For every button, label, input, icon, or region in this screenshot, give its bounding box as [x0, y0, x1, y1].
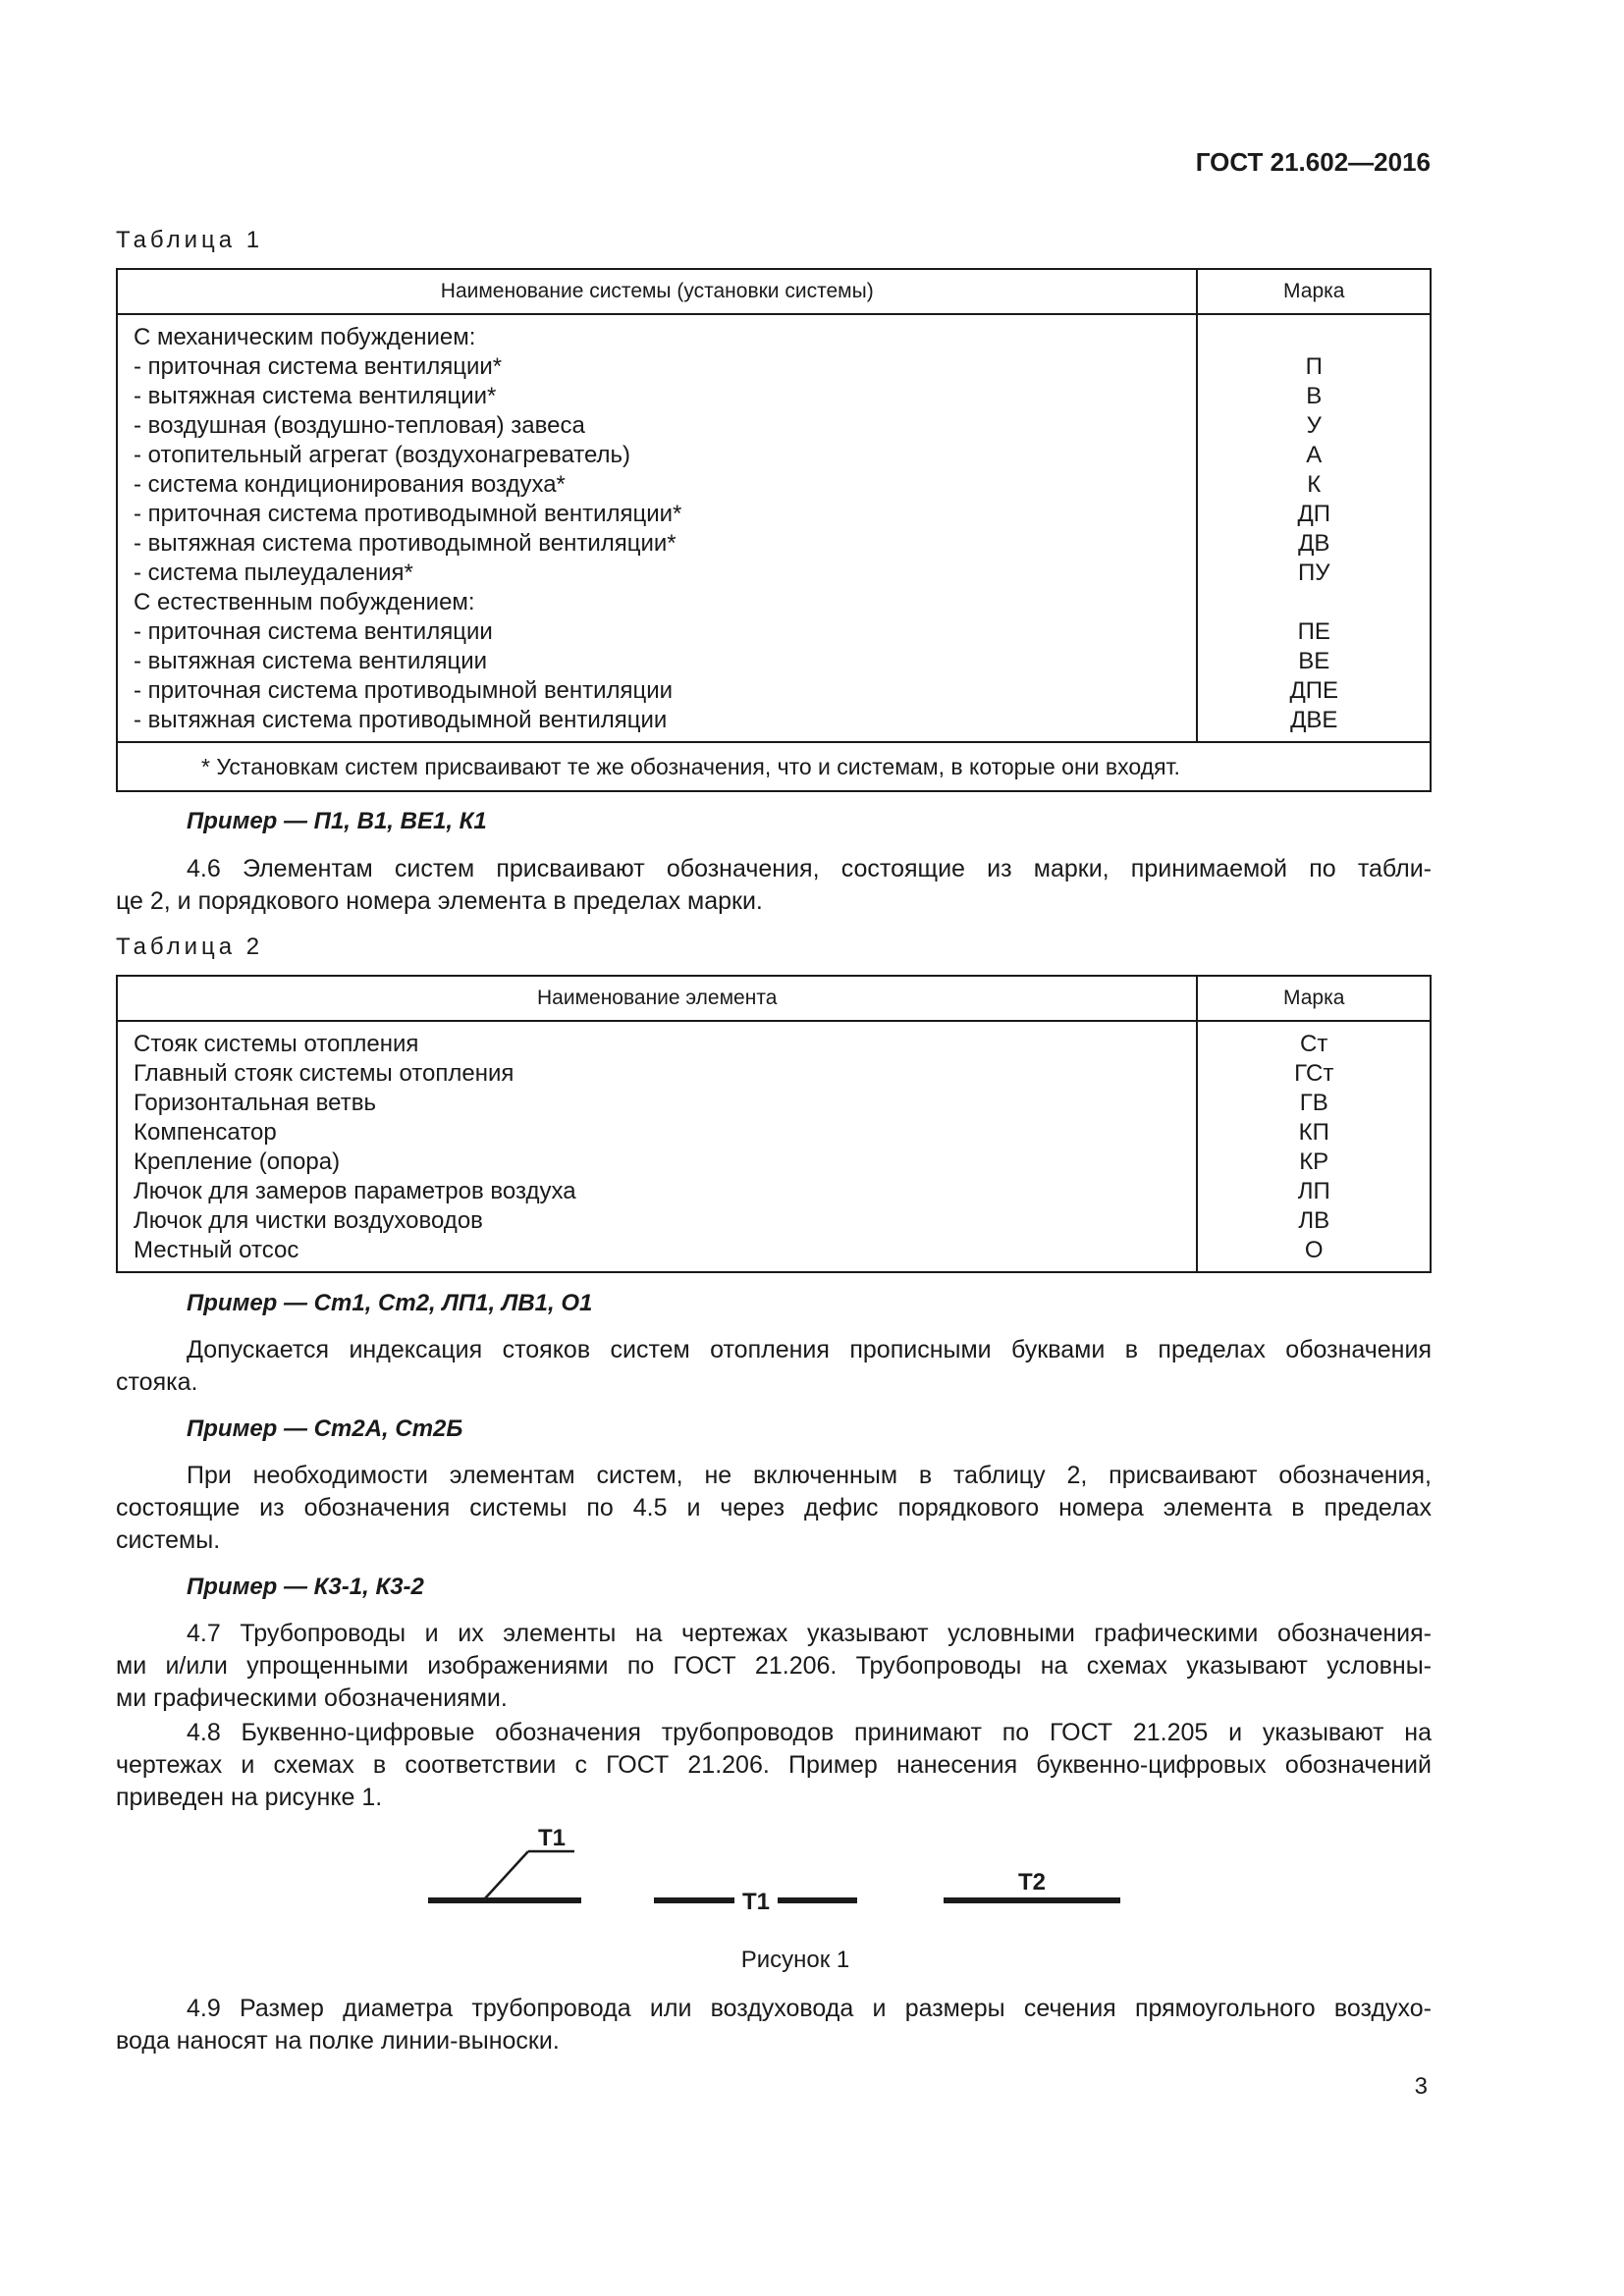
- table1-footnote: * Установкам систем присваивают те же обозначения, что и системам, в которые они входят.: [117, 742, 1431, 791]
- text-line: 4.9 Размер диаметра трубопровода или воздуховода и размеры сечения прямоугольного воздухо-: [187, 1995, 1432, 2022]
- table1-header-mark: Марка: [1197, 269, 1431, 314]
- figure-label-3: Т2: [1017, 1869, 1047, 1896]
- table-row-mark: ПУ: [1297, 560, 1330, 586]
- table-row-mark: ГВ: [1299, 1090, 1328, 1116]
- text-line: стояка.: [116, 1368, 198, 1396]
- example-2: Пример — Ст1, Ст2, ЛП1, ЛВ1, О1: [187, 1290, 593, 1316]
- table-row-mark: ДВ: [1298, 530, 1330, 557]
- text-line: ми графическими обозначениями.: [116, 1684, 508, 1712]
- table-row-mark: К: [1307, 471, 1322, 498]
- table-row-name: Главный стояк системы отопления: [134, 1060, 514, 1087]
- table-row-mark: Ст: [1300, 1031, 1328, 1057]
- table-row-name: - приточная система противодымной вентиляции*: [134, 501, 682, 527]
- table-row-name: - система кондиционирования воздуха*: [134, 471, 566, 498]
- table-row-name: - воздушная (воздушно-тепловая) завеса: [134, 412, 585, 439]
- text-line: вода наносят на полке линии-выноски.: [116, 2027, 560, 2055]
- table-row-name: С естественным побуждением:: [134, 589, 475, 615]
- figure-caption: Рисунок 1: [740, 1947, 850, 1973]
- document-code: ГОСТ 21.602—2016: [1195, 147, 1431, 177]
- example-1: Пример — П1, В1, ВЕ1, К1: [187, 808, 487, 834]
- text-line: состоящие из обозначения системы по 4.5 и через дефис порядкового номера элемента в пределах: [116, 1494, 1432, 1522]
- text-line: приведен на рисунке 1.: [116, 1784, 383, 1811]
- figure-label-1: Т1: [537, 1825, 567, 1851]
- table-row-mark: В: [1306, 383, 1323, 409]
- table2-caption: Таблица 2: [116, 934, 264, 960]
- table-row-mark: ЛП: [1297, 1178, 1330, 1204]
- text-line: Допускается индексация стояков систем отопления прописными буквами в пределах обозначения: [187, 1336, 1432, 1363]
- table-row-name: - вытяжная система противодымной вентиляции*: [134, 530, 677, 557]
- table-row-name: Горизонтальная ветвь: [134, 1090, 376, 1116]
- table-row-name: - вытяжная система вентиляции: [134, 648, 487, 674]
- table-row-mark: КП: [1298, 1119, 1329, 1146]
- table-row-name: - приточная система противодымной вентиляции: [134, 677, 674, 704]
- table-row-name: Стояк системы отопления: [134, 1031, 419, 1057]
- table-row-name: - вытяжная система противодымной вентиляции: [134, 707, 668, 733]
- text-line: 4.6 Элементам систем присваивают обозначения, состоящие из марки, принимаемой по табли-: [187, 855, 1432, 882]
- table-row-name: Крепление (опора): [134, 1148, 341, 1175]
- table-row-name: - приточная система вентиляции*: [134, 353, 503, 380]
- table-row-name: Лючок для чистки воздуховодов: [134, 1207, 483, 1234]
- table-row-mark: ВЕ: [1298, 648, 1330, 674]
- table-row-mark: ПЕ: [1297, 618, 1330, 645]
- table2-header-mark: Марка: [1197, 976, 1431, 1021]
- table-row-mark: П: [1305, 353, 1323, 380]
- table-row-mark: ЛВ: [1298, 1207, 1330, 1234]
- text-line: 4.7 Трубопроводы и их элементы на чертежах указывают условными графическими обозначения-: [187, 1620, 1432, 1647]
- table-row-name: - приточная система вентиляции: [134, 618, 493, 645]
- table-row-name: Компенсатор: [134, 1119, 277, 1146]
- table-row-mark: О: [1304, 1237, 1324, 1263]
- table-row-name: - система пылеудаления*: [134, 560, 413, 586]
- text-line: чертежах и схемах в соответствии с ГОСТ 21.206. Пример нанесения буквенно-цифровых обозначений: [116, 1751, 1432, 1779]
- table-row-name: С механическим побуждением:: [134, 324, 476, 350]
- table1-caption: Таблица 1: [116, 227, 264, 253]
- leader-line: [485, 1851, 528, 1898]
- table-row-mark: ДП: [1297, 501, 1330, 527]
- text-line: ми и/или упрощенными изображениями по ГОСТ 21.206. Трубопроводы на схемах указывают условны-: [116, 1652, 1432, 1680]
- table-row-mark: КР: [1299, 1148, 1329, 1175]
- table-row-mark: ДПЕ: [1289, 677, 1338, 704]
- table-row-name: - вытяжная система вентиляции*: [134, 383, 497, 409]
- table2-header-name: Наименование элемента: [117, 976, 1197, 1021]
- table-row-name: Местный отсос: [134, 1237, 299, 1263]
- paragraph-4-9: [116, 1993, 1432, 2057]
- table-row-name: Лючок для замеров параметров воздуха: [134, 1178, 576, 1204]
- table-row-mark: ДВЕ: [1290, 707, 1338, 733]
- table1-header-name: Наименование системы (установки системы): [117, 269, 1197, 314]
- page-number: 3: [1414, 2073, 1428, 2100]
- text-line: При необходимости элементам систем, не включенным в таблицу 2, присваивают обозначения,: [187, 1462, 1432, 1489]
- text-line: 4.8 Буквенно-цифровые обозначения трубопроводов принимают по ГОСТ 21.205 и указывают на: [187, 1719, 1432, 1746]
- example-4: Пример — К3-1, К3-2: [187, 1574, 424, 1600]
- text-line: системы.: [116, 1526, 221, 1554]
- text-line: це 2, и порядкового номера элемента в пределах марки.: [116, 887, 763, 915]
- figure-label-2: Т1: [741, 1889, 771, 1915]
- table-row-mark: ГСт: [1294, 1060, 1334, 1087]
- example-3: Пример — Ст2А, Ст2Б: [187, 1415, 463, 1442]
- table-row-mark: А: [1306, 442, 1323, 468]
- table-row-mark: У: [1306, 412, 1322, 439]
- table-row-name: - отопительный агрегат (воздухонагреватель): [134, 442, 631, 468]
